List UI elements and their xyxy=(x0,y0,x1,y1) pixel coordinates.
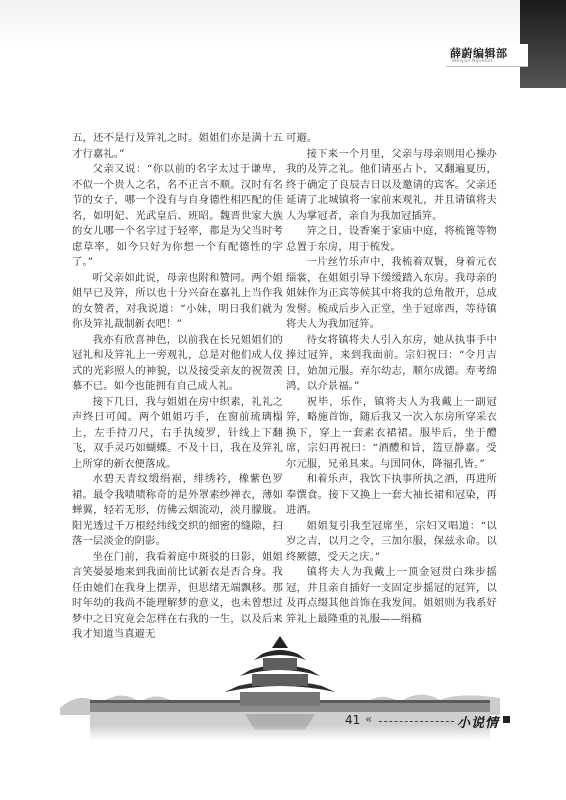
paragraph: 镇将夫人为我戴上一顶金冠贯白珠步摇冠，并且亲自插好一支固定步摇冠的冠笄，以及再点缀其他首饰在我发间。姐姐则为我系好笄礼上最隆重的礼服——绢稿 xyxy=(286,566,497,625)
magazine-name: 小说情 xyxy=(457,716,500,731)
paragraph: 祝毕，乐作，镇将夫人为我戴上一副冠笄，略施首饰，随后我又一次入东房所穿采衣换下，穿上一套素衣裙裙。服毕后，坐于醴席，宗妇再祝曰：“酒醴和旨，笾豆静嘉。受尔元服，兄弟具来。与国同休，降福孔皆。” xyxy=(286,395,497,470)
page-footer xyxy=(345,712,525,732)
paragraph: 坐在门前，我看着庭中斑驳的日影，姐姐言笑晏晏地来到我面前比试新衣是否合身。我任由她们在我身上摆弄，但思绪无端飘移。那时年幼的我尚不能理解梦的意义，也未曾想过梦中之日究竟会怎样在右我的一生，以及后来我才知道当真避无 xyxy=(72,550,283,640)
paragraph: 接下几日，我与姐姐在房中织素，礼礼之声终日可闻。两个姐姐巧手，在窗前琉璃榻上，左手持刀尺，右手执绫罗，针线上下翻飞，双手灵巧如蝴蝶。不及十日，我在及笄礼上所穿的新衣便落成。 xyxy=(72,395,283,470)
paragraph: 听父亲如此说，母亲也附和赞同。两个姐姐早已及笄，所以也十分兴奋在嘉礼上当作我的女赞者，对我说道：“小妹，明日我们就为你及笄礼裁制新衣吧！” xyxy=(72,271,283,330)
paragraph: 可避。 xyxy=(286,132,318,144)
paragraph: 水碧天青纹缎绢裾，绯绣衿，橡紫色罗裙。最令我啧啧称奇的是外罩素纱禅衣，薄如蝉翼，轻若无形，仿佛云烟流动，淡月朦胧。阳光透过千万根经纬线交织的细密的缝隙，扫落一层淡金的阴影。 xyxy=(72,473,283,547)
paragraph: 接下来一个月里，父亲与母亲则用心操办我的及笄之礼。他们请巫占卜，又翻遍夏历，终于确定了良辰吉日以及邀请的宾客。父亲还延请了北城镇将一家前来观礼，并且请镇将夫人为掌冠者，亲自为我加冠插笄。 xyxy=(286,147,497,222)
dashed-rule xyxy=(379,721,454,722)
paragraph: 父亲又说：“你以前的名字太过于谦卑，不似一个贵人之名，名不正言不顺。汉时有名节的女子，哪一个没有与自身德性相匹配的佳名，如明妃、光武皇后、班昭。魏晋世家大族的女儿哪一个名字过于轻率，都是为父当时考虑草率，如今只好为你想一个有配德性的字了。” xyxy=(72,163,283,268)
double-arrow-icon: « xyxy=(365,712,373,726)
square-bullet-icon xyxy=(503,716,510,723)
right-text-column xyxy=(286,131,497,627)
paragraph: 和着乐声，我饮下执事所执之酒，再进所奉馔食。接下又换上一套大袖长裙和冠染，再进酒。 xyxy=(286,473,497,516)
left-text-column xyxy=(72,131,283,643)
section-name: 薛蔚编辑部 xyxy=(450,47,508,60)
paragraph: 五，还不是行及笄礼之时。姐姐们亦是满十五才行嘉礼。” xyxy=(72,132,283,160)
paragraph: 姐姐复引我至冠席坐，宗妇又唱道：“以岁之吉，以月之令，三加尔服，保兹永命。以终厥德，受天之庆。” xyxy=(286,519,497,563)
paragraph: 待女将镇将夫人引入东房，她从执事手中捧过冠笄，来到我面前。宗妇祝曰：“令月吉日，始加元服。弃尔幼志，顺尔成德。寿考绵鸿，以介景福。” xyxy=(286,333,497,392)
paragraph: 一片丝竹乐声中，我梳着双鬟，身着元衣缁裳，在姐姐引导下缓缓踏入东房。我母亲的姐妹作为正宾等候其中将我的总角散开，总成发髻。梳成后步入正堂，坐于冠席西，等待镇将夫人为我加冠笄。 xyxy=(286,256,497,330)
page-number: 41 xyxy=(345,713,361,727)
section-subtitle: Weiyun Novelist xyxy=(452,59,493,64)
paragraph: 我亦有欣喜神色，以前我在长兄姐姐们的冠礼和及笄礼上一旁观礼，总是对他们成人仪式的光彩照人的神貌，以及接受亲友的祝贺羡慕不已。如今也能拥有自己成人礼。 xyxy=(72,333,283,392)
paragraph: 笄之日，设香案于家庙中庭，将梳篦等物总置于东房，用于梳发。 xyxy=(286,225,497,253)
header-band xyxy=(0,0,566,50)
